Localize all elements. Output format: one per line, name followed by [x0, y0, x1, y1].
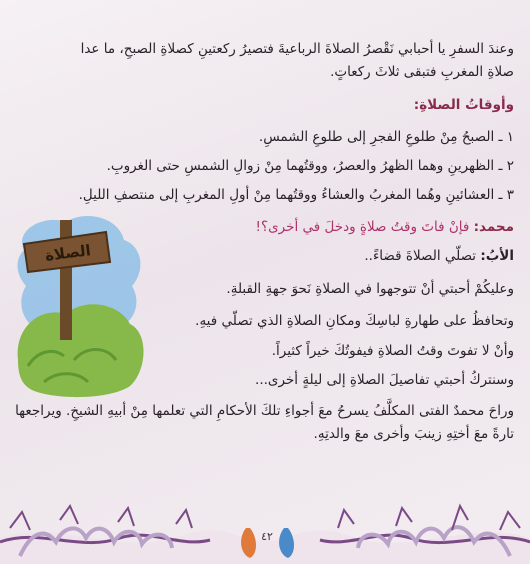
answer-line-2: وعليكُمْ أحبتي أنْ تتوجهوا في الصلاةِ نَحوَ جهةِ القبلةِ. [226, 281, 514, 297]
answer-line-3: وتحافظُ على طهارةِ لباسِكَ ومكانِ الصلاةِ الذي تصلّي فيهِ. [195, 313, 514, 329]
closing-line-2: تارةً معَ أختِهِ زينبَ وأخرى معَ والدتِهِ. [313, 426, 514, 442]
question-speaker: محمد: [473, 219, 514, 235]
bush-shape [18, 304, 144, 397]
question-line [256, 218, 514, 236]
question-text: فإنْ فاتَ وقتُ صلاةٍ ودخلَ في أخرى؟! [255, 219, 470, 235]
sign-label: الصلاة [44, 241, 92, 265]
list-item-1: ١ ـ الصبحُ مِنْ طلوعِ الفجرِ إلى طلوعِ الشمسِ. [258, 129, 514, 145]
answer-line-5: وسنتركُ أحبتي تفاصيلَ الصلاةِ إلى ليلةٍ أخرى... [255, 372, 514, 388]
answer-text: تصلّي الصلاةَ قضاءً.. [364, 248, 477, 264]
page-number: ٤٢ [261, 530, 273, 543]
answer-speaker: الأبُ: [480, 248, 514, 264]
answer-line-4: وأنْ لا تفوتَ وقتُ الصلاةِ فيفوتُكَ خيراً كثيراً. [271, 343, 514, 359]
intro-line-1: وعندَ السفرِ يا أحبابي نَقْصرُ الصلاةَ الرباعيةَ فتصيرُ ركعتينِ كصلاةِ الصبحِ، ما عدا [80, 41, 514, 57]
ornament-left-spikes [10, 506, 192, 530]
ornament-right-spikes [338, 506, 520, 530]
list-item-3: ٣ ـ العشائينِ وهُما المغربُ والعشاءُ ووقتُهما مِنْ أولِ المغربِ إلى منتصفِ الليلِ. [78, 187, 514, 203]
closing-line-1: وراحَ محمدٌ الفتى المكلَّفُ يسرحُ معَ أجواءِ تلكَ الأحكامِ التي تعلمها مِنْ أبيهِ الشيخِ. ويراجعها [15, 403, 514, 419]
signpost-illustration [14, 210, 146, 398]
list-item-2: ٢ ـ الظهرينِ وهما الظهرُ والعصرُ، ووقتُهما مِنْ زوالِ الشمسِ حتى الغروبِ. [106, 158, 514, 174]
answer-line-1 [364, 247, 514, 265]
section-heading: وأوقاتُ الصلاةِ: [413, 97, 514, 113]
intro-line-2: صلاةِ المغربِ فتبقى ثلاثَ ركعاتٍ. [330, 64, 514, 80]
